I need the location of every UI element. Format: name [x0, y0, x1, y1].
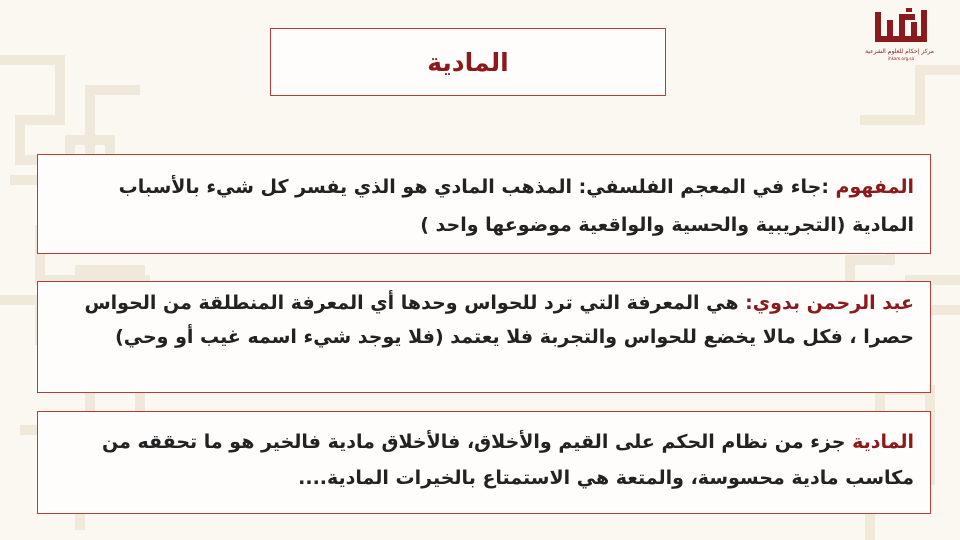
slide-title: المادية	[427, 47, 509, 77]
ethics-block	[37, 411, 931, 514]
definition-term: المفهوم	[835, 176, 914, 198]
logo-mark-icon	[873, 8, 929, 48]
badawi-term: عبد الرحمن بدوي:	[745, 292, 914, 314]
badawi-paragraph	[52, 286, 914, 354]
logo-website: ihkam.org.sa	[888, 56, 914, 61]
ethics-text: جزء من نظام الحكم على القيم والأخلاق، فالأخلاق مادية فالخير هو ما تحققه من مكاسب مادية محسوسة، والمتعة هي الاستمتاع بالخيرات المادية....	[101, 431, 914, 489]
logo-tagline: مركز إحكام للعلوم الشرعية	[865, 48, 934, 55]
definition-text: :جاء في المعجم الفلسفي: المذهب المادي هو الذي يفسر كل شيء بالأسباب المادية (التجريبية والحسية والواقعية موضوعها واحد )	[118, 176, 914, 236]
definition-paragraph	[52, 168, 914, 244]
definition-block	[37, 154, 931, 254]
badawi-quote-block	[37, 281, 931, 393]
badawi-text: هي المعرفة التي ترد للحواس وحدها أي المعرفة المنطلقة من الحواس حصرا ، فكل مالا يخضع للحواس والتجربة فلا يعتمد (فلا يوجد شيء اسمه غيب أو وحي)	[84, 292, 914, 348]
ethics-term: المادية	[852, 431, 914, 453]
slide-title-box	[270, 28, 666, 96]
ihkam-logo	[865, 8, 934, 72]
ethics-paragraph	[52, 424, 914, 496]
